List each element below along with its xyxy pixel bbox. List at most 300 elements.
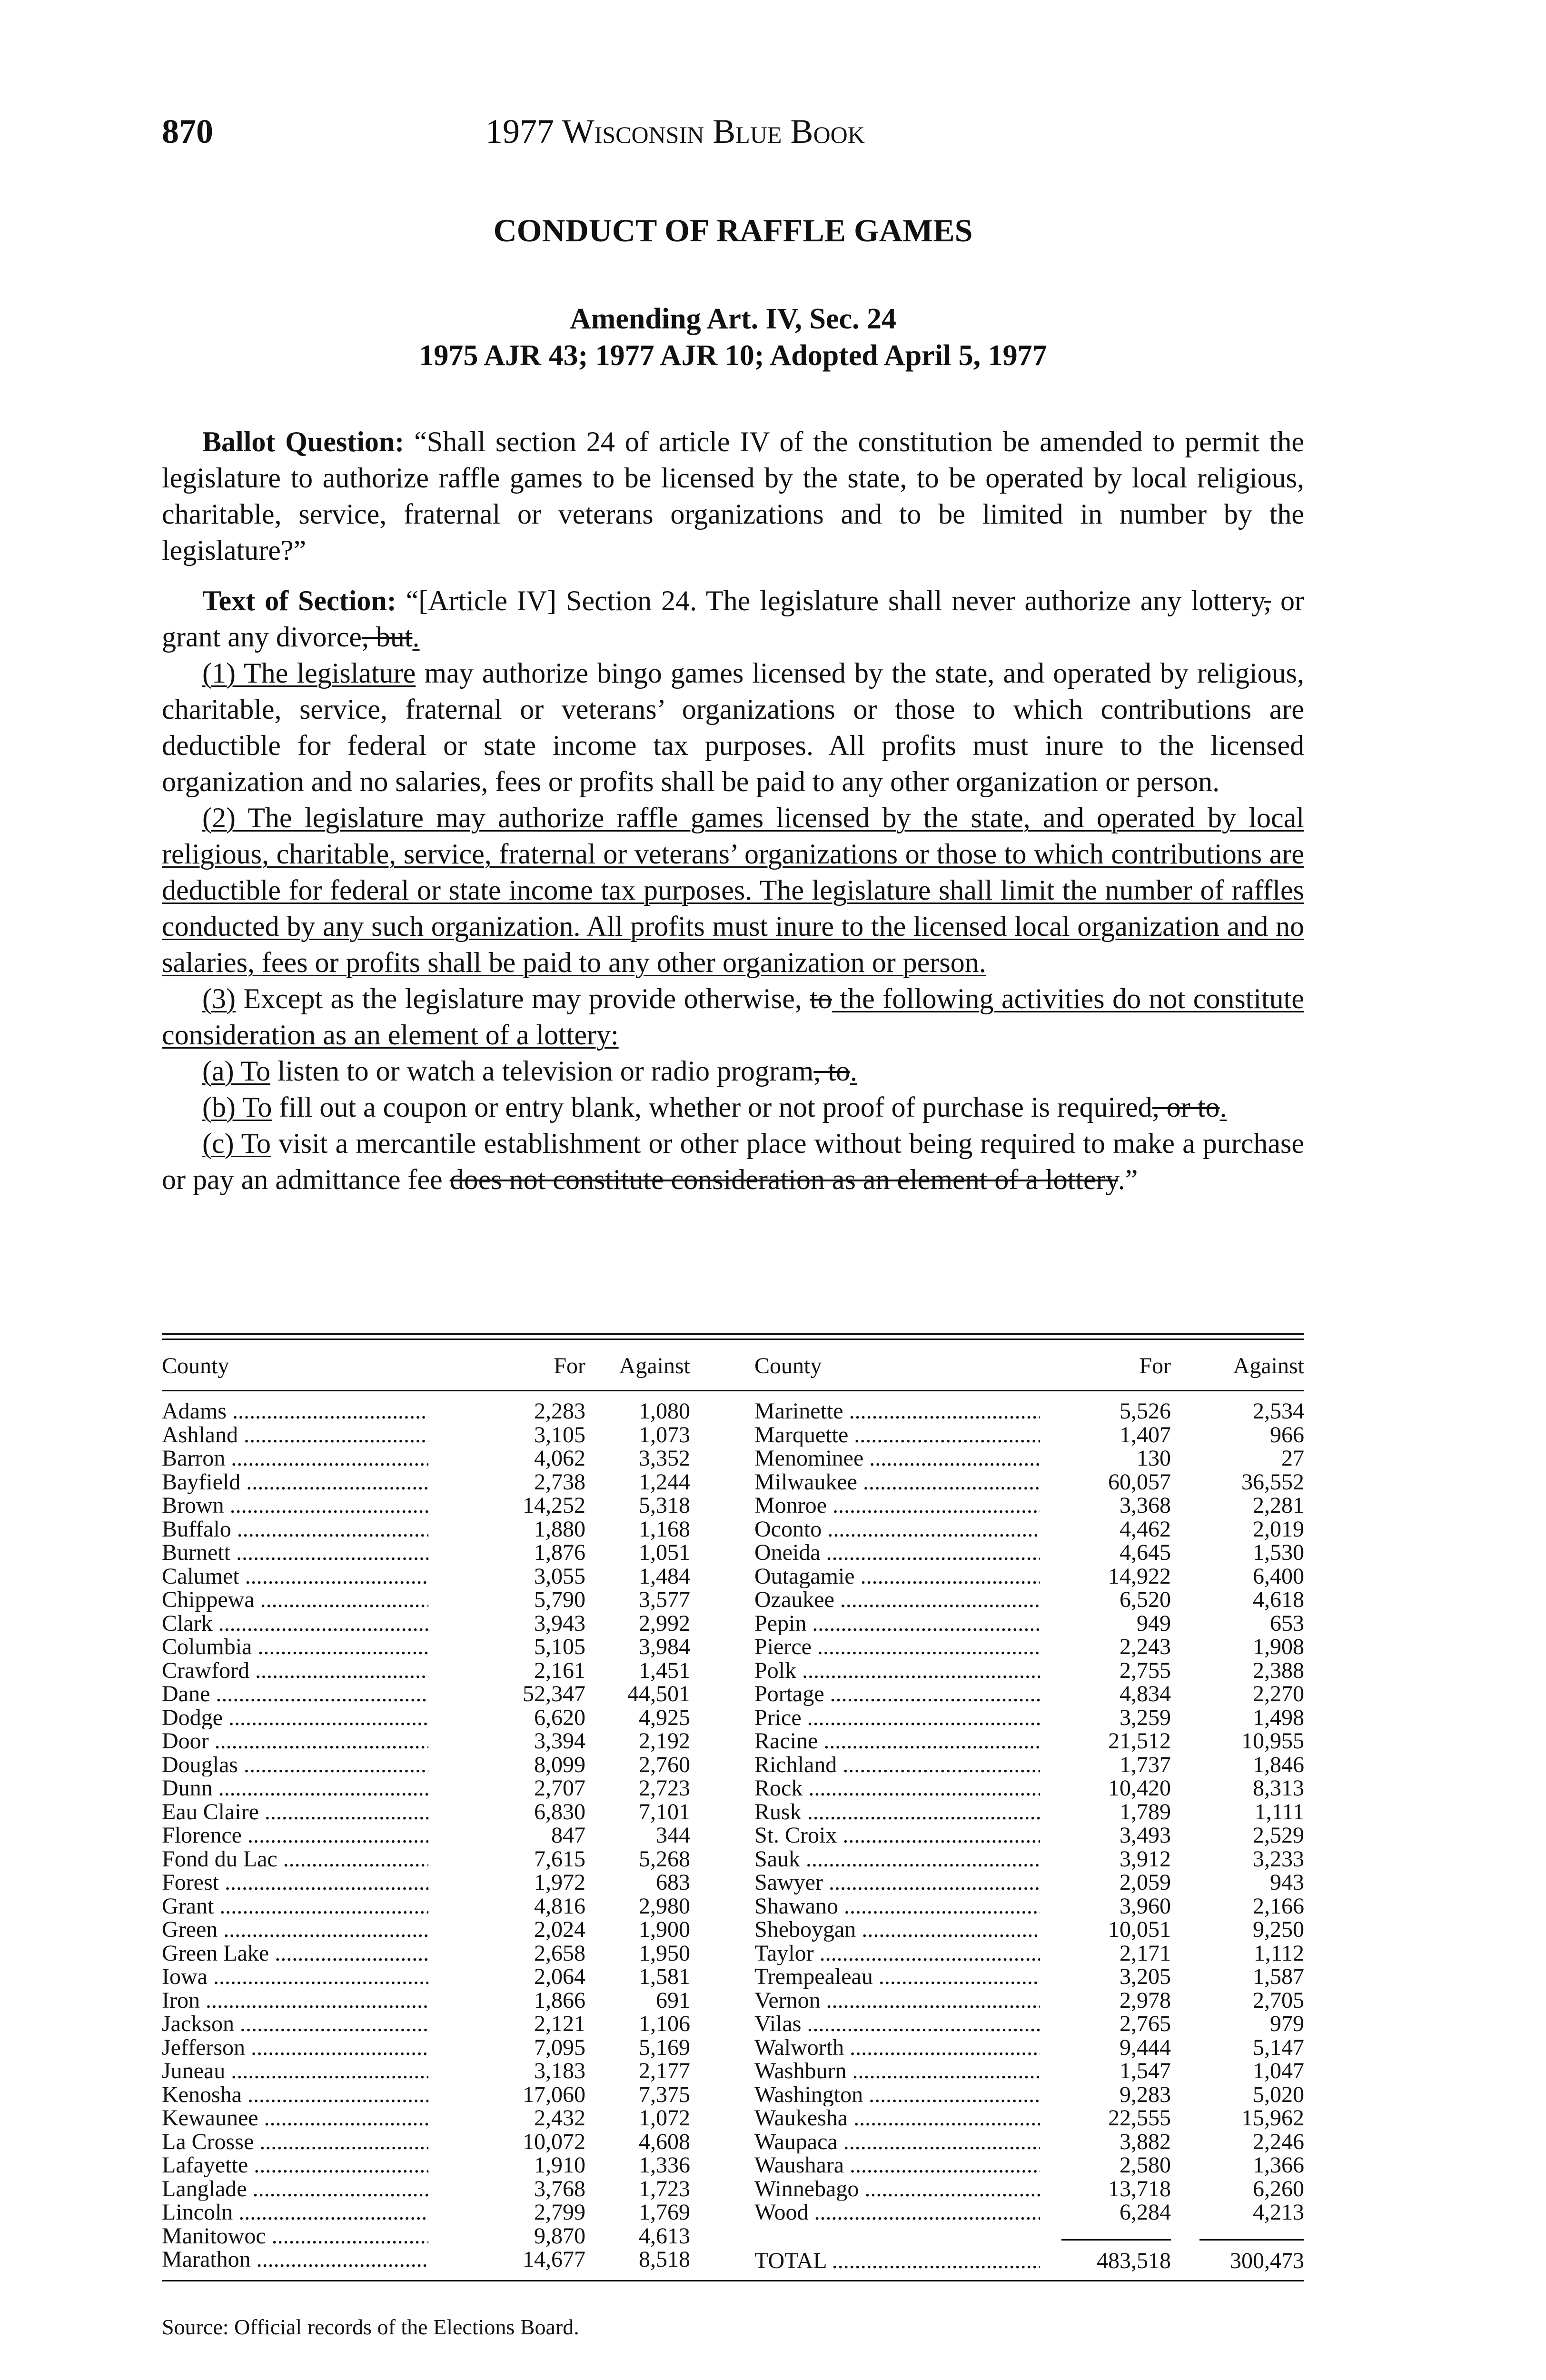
votes-against: 1,106 — [639, 2011, 690, 2036]
county-name: Langlade ..... — [162, 2177, 428, 2201]
votes-for: 2,024 — [534, 1917, 585, 1942]
table-row — [162, 2153, 1304, 2177]
column-header-against: Against — [619, 1353, 690, 1378]
county-name: Buffalo ..... — [162, 1517, 428, 1541]
struck-text: does not constitute consideration as an element of a lottery — [449, 1164, 1118, 1195]
right-column — [162, 1399, 1304, 2224]
votes-for: 10,072 — [523, 2129, 585, 2154]
county-name: Ozaukee ..... — [754, 1588, 1040, 1612]
subsection-1-text: may authorize bingo games licensed by the state, and operated by religious, charitable, service, fraternal or veterans’ organizations or those to which contributions are deductible for federal or state income tax purposes. All profits must inure to the licensed organization and no salaries, fees or profits shall be paid to any other organization or person. — [162, 657, 1304, 797]
county-name: Waukesha ..... — [754, 2106, 1040, 2130]
ballot-question-label: Ballot Question: — [202, 426, 405, 457]
votes-against: 8,518 — [639, 2247, 690, 2272]
total-rule-against — [1199, 2239, 1304, 2241]
county-name: Dane ..... — [162, 1682, 428, 1706]
votes-for: 1,866 — [534, 1987, 585, 2013]
votes-against: 27 — [1281, 1446, 1304, 1471]
votes-for: 3,882 — [1120, 2129, 1171, 2154]
table-row — [162, 1494, 1304, 1517]
county-name: Jackson ..... — [162, 2012, 428, 2036]
votes-against: 1,908 — [1253, 1634, 1304, 1659]
county-name: Washington ..... — [754, 2083, 1040, 2107]
table-row — [162, 1659, 1304, 1683]
county-name: Grant ..... — [162, 1894, 428, 1918]
county-name: Sheboygan ..... — [754, 1918, 1040, 1942]
votes-for: 2,121 — [534, 2011, 585, 2036]
county-name: Calumet ..... — [162, 1565, 428, 1588]
votes-for: 3,768 — [534, 2176, 585, 2202]
votes-for: 3,368 — [1120, 1493, 1171, 1518]
votes-for: 6,830 — [534, 1799, 585, 1825]
votes-for: 3,205 — [1120, 1964, 1171, 1989]
votes-against: 1,846 — [1253, 1752, 1304, 1777]
section-intro-cont: or grant any divorce — [162, 585, 1305, 653]
county-name: Bayfield ..... — [162, 1470, 428, 1494]
votes-against: 1,072 — [639, 2105, 690, 2131]
closing-quote: .” — [1118, 1164, 1138, 1195]
total-rule-for — [1061, 2239, 1171, 2241]
county-name: Oneida ..... — [754, 1541, 1040, 1565]
votes-for: 1,972 — [534, 1870, 585, 1895]
adoption-subtitle: 1975 AJR 43; 1977 AJR 10; Adopted April 5, 1977 — [419, 339, 1047, 372]
votes-for: 1,407 — [1120, 1422, 1171, 1448]
struck-text: to — [810, 983, 832, 1014]
inserted-text: (a) To — [202, 1055, 270, 1087]
table-row — [162, 1682, 1304, 1706]
votes-for: 10,420 — [1108, 1775, 1171, 1801]
votes-against: 1,168 — [639, 1516, 690, 1542]
votes-for: 5,105 — [534, 1634, 585, 1659]
table-row — [162, 1871, 1304, 1894]
county-name: Outagamie ..... — [754, 1565, 1040, 1588]
county-name: Waushara ..... — [754, 2153, 1040, 2177]
county-name: Taylor ..... — [754, 1942, 1040, 1965]
votes-against: 1,111 — [1254, 1799, 1304, 1825]
votes-against: 7,375 — [639, 2082, 690, 2107]
table-row — [162, 2177, 1304, 2201]
votes-against: 4,925 — [639, 1705, 690, 1730]
votes-for: 1,910 — [534, 2152, 585, 2178]
votes-against: 1,073 — [639, 1422, 690, 1448]
county-name: Menominee ..... — [754, 1447, 1040, 1470]
county-name: Dodge ..... — [162, 1706, 428, 1730]
votes-against: 36,552 — [1241, 1469, 1304, 1495]
table-row — [162, 2106, 1304, 2130]
county-name: Juneau ..... — [162, 2059, 428, 2083]
table-row — [162, 1588, 1304, 1612]
votes-against: 1,366 — [1253, 2152, 1304, 2178]
votes-for: 5,526 — [1120, 1398, 1171, 1424]
inserted-text: . — [1219, 1091, 1227, 1123]
county-name: Portage ..... — [754, 1682, 1040, 1706]
votes-for: 10,051 — [1108, 1917, 1171, 1942]
running-head: 1977 Wisconsin Blue Book — [486, 112, 865, 150]
votes-for: 1,876 — [534, 1540, 585, 1565]
table-row — [162, 2012, 1304, 2036]
table-row — [162, 2083, 1304, 2107]
votes-against: 1,900 — [639, 1917, 690, 1942]
votes-for: 2,978 — [1120, 1987, 1171, 2013]
table-top-rule-thin — [162, 1339, 1304, 1340]
table-row — [162, 2059, 1304, 2083]
votes-for: 1,547 — [1120, 2058, 1171, 2083]
votes-against: 1,244 — [639, 1469, 690, 1495]
county-name: Shawano ..... — [754, 1894, 1040, 1918]
votes-against: 4,213 — [1253, 2200, 1304, 2225]
votes-for: 1,880 — [534, 1516, 585, 1542]
votes-against: 5,169 — [639, 2034, 690, 2060]
votes-against: 344 — [656, 1823, 690, 1848]
column-header-for: For — [554, 1353, 585, 1378]
total-label: TOTAL ..... — [754, 2249, 1040, 2273]
county-name: Racine ..... — [754, 1729, 1040, 1753]
county-name: Polk ..... — [754, 1659, 1040, 1683]
table-row — [162, 1824, 1304, 1847]
votes-against: 653 — [1270, 1610, 1304, 1636]
votes-for: 2,064 — [534, 1964, 585, 1989]
text-of-section-label: Text of Section: — [202, 585, 396, 616]
votes-for: 2,059 — [1120, 1870, 1171, 1895]
votes-against: 15,962 — [1241, 2105, 1304, 2131]
table-row — [162, 1847, 1304, 1871]
county-name: Pepin ..... — [754, 1612, 1040, 1636]
county-name: Crawford ..... — [162, 1659, 428, 1683]
table-row — [162, 1965, 1304, 1989]
votes-for: 2,738 — [534, 1469, 585, 1495]
votes-against: 2,192 — [639, 1728, 690, 1754]
votes-against: 3,984 — [639, 1634, 690, 1659]
inserted-text: . — [850, 1055, 857, 1087]
paragraph-b-text: fill out a coupon or entry blank, whether or not proof of purchase is required — [272, 1091, 1152, 1123]
paragraph-c-text: visit a mercantile establishment or other place without being required to make a purchase or pay an admittance fee — [162, 1128, 1304, 1195]
votes-for: 2,658 — [534, 1940, 585, 1966]
table-row — [162, 1541, 1304, 1565]
votes-for: 130 — [1137, 1446, 1171, 1471]
votes-against: 1,112 — [1253, 1940, 1304, 1966]
county-name: Marquette ..... — [754, 1423, 1040, 1447]
table-row — [162, 2036, 1304, 2060]
county-name: Florence ..... — [162, 1824, 428, 1847]
county-name: Oconto ..... — [754, 1517, 1040, 1541]
votes-for: 6,284 — [1120, 2200, 1171, 2225]
county-name: Sawyer ..... — [754, 1871, 1040, 1894]
county-name: Fond du Lac ..... — [162, 1847, 428, 1871]
votes-against: 2,529 — [1253, 1823, 1304, 1848]
votes-for: 9,870 — [534, 2223, 585, 2249]
votes-for: 4,816 — [534, 1893, 585, 1919]
votes-against: 1,769 — [639, 2200, 690, 2225]
county-name: Clark ..... — [162, 1612, 428, 1636]
votes-for: 5,790 — [534, 1587, 585, 1612]
inserted-text: (3) — [202, 983, 236, 1014]
table-row — [162, 1612, 1304, 1636]
votes-for: 4,062 — [534, 1446, 585, 1471]
paragraph-b — [162, 1089, 1304, 1125]
votes-for: 2,161 — [534, 1657, 585, 1683]
table-row — [162, 1989, 1304, 2013]
county-name: Lincoln ..... — [162, 2201, 428, 2224]
county-name: Rock ..... — [754, 1776, 1040, 1800]
votes-against: 691 — [656, 1987, 690, 2013]
subsection-3-text: Except as the legislature may provide otherwise, — [235, 983, 810, 1014]
table-top-rule — [162, 1333, 1304, 1335]
votes-against: 1,950 — [639, 1940, 690, 1966]
struck-text: , to — [813, 1055, 850, 1087]
votes-for: 52,347 — [523, 1681, 585, 1706]
votes-against: 3,233 — [1253, 1846, 1304, 1872]
votes-for: 2,243 — [1120, 1634, 1171, 1659]
votes-for: 3,105 — [534, 1422, 585, 1448]
votes-for: 3,960 — [1120, 1893, 1171, 1919]
struck-text: , — [1264, 585, 1271, 616]
county-name: Iron ..... — [162, 1989, 428, 2013]
votes-against: 6,260 — [1253, 2176, 1304, 2202]
subsection-2 — [162, 800, 1304, 981]
county-name: Washburn ..... — [754, 2059, 1040, 2083]
votes-against: 4,608 — [639, 2129, 690, 2154]
votes-against: 2,705 — [1253, 1987, 1304, 2013]
struck-text: , or to — [1152, 1091, 1220, 1123]
table-bottom-rule — [162, 2280, 1304, 2281]
votes-against: 1,451 — [639, 1657, 690, 1683]
votes-for: 4,645 — [1120, 1540, 1171, 1565]
votes-against: 4,613 — [639, 2223, 690, 2249]
votes-for: 9,283 — [1120, 2082, 1171, 2107]
paragraph-c — [162, 1125, 1304, 1198]
column-header-against: Against — [1233, 1353, 1304, 1378]
votes-against: 1,484 — [639, 1563, 690, 1589]
section-title: CONDUCT OF RAFFLE GAMES — [493, 212, 973, 248]
county-name: Trempealeau ..... — [754, 1965, 1040, 1989]
votes-against: 1,723 — [639, 2176, 690, 2202]
table-row — [162, 1800, 1304, 1824]
page-number: 870 — [162, 112, 213, 150]
inserted-text: . — [412, 621, 420, 653]
votes-against: 2,534 — [1253, 1398, 1304, 1424]
votes-for: 3,493 — [1120, 1823, 1171, 1848]
amendment-subtitle: Amending Art. IV, Sec. 24 — [569, 303, 897, 335]
votes-for: 17,060 — [523, 2082, 585, 2107]
votes-for: 2,707 — [534, 1775, 585, 1801]
votes-against: 44,501 — [627, 1681, 690, 1706]
votes-for: 2,580 — [1120, 2152, 1171, 2178]
table-body — [162, 1399, 1304, 2271]
county-name: Green Lake ..... — [162, 1942, 428, 1965]
votes-against: 2,760 — [639, 1752, 690, 1777]
votes-for: 21,512 — [1108, 1728, 1171, 1754]
county-name: Burnett ..... — [162, 1541, 428, 1565]
column-header-county: County — [754, 1353, 822, 1378]
county-name: La Crosse ..... — [162, 2130, 428, 2154]
county-name: Wood ..... — [754, 2201, 1040, 2224]
votes-for: 2,765 — [1120, 2011, 1171, 2036]
votes-against: 9,250 — [1253, 1917, 1304, 1942]
votes-against: 1,336 — [639, 2152, 690, 2178]
votes-for: 4,462 — [1120, 1516, 1171, 1542]
subsection-1 — [162, 655, 1304, 800]
votes-for: 6,620 — [534, 1705, 585, 1730]
votes-against: 1,051 — [639, 1540, 690, 1565]
inserted-text: (b) To — [202, 1091, 272, 1123]
county-name: Marinette ..... — [754, 1399, 1040, 1423]
header-rule — [162, 1390, 1304, 1391]
votes-against: 5,268 — [639, 1846, 690, 1872]
county-name: Price ..... — [754, 1706, 1040, 1730]
amendment-text — [162, 424, 1304, 1198]
votes-against: 5,020 — [1253, 2082, 1304, 2107]
votes-against: 3,577 — [639, 1587, 690, 1612]
votes-against: 2,246 — [1253, 2129, 1304, 2154]
county-name: Kenosha ..... — [162, 2083, 428, 2107]
table-row — [162, 2224, 1304, 2248]
votes-against: 10,955 — [1241, 1728, 1304, 1754]
votes-against: 683 — [656, 1870, 690, 1895]
text-of-section — [162, 583, 1304, 655]
table-row — [162, 1565, 1304, 1588]
votes-against: 7,101 — [639, 1799, 690, 1825]
inserted-text: (2) The legislature may authorize raffle games licensed by the state, and operated by local religious, charitable, service, fraternal or veterans’ organizations or those to which contributions are deductible for federal or state income tax purposes. The legislature shall limit the number of raffles conducted by any such organization. All profits must inure to the licensed local organization and no salaries, fees or profits shall be paid to any other organization or person. — [162, 802, 1304, 978]
county-name: Richland ..... — [754, 1753, 1040, 1777]
votes-against: 2,980 — [639, 1893, 690, 1919]
county-name: Manitowoc ..... — [162, 2224, 428, 2248]
votes-for: 2,755 — [1120, 1657, 1171, 1683]
votes-for: 13,718 — [1108, 2176, 1171, 2202]
paragraph-a — [162, 1053, 1304, 1089]
county-name: Columbia ..... — [162, 1635, 428, 1659]
county-name: Ashland ..... — [162, 1423, 428, 1447]
county-name: Chippewa ..... — [162, 1588, 428, 1612]
inserted-text: (c) To — [202, 1128, 271, 1159]
column-header-county: County — [162, 1353, 229, 1378]
subsection-3 — [162, 981, 1304, 1053]
county-name: Kewaunee ..... — [162, 2106, 428, 2130]
votes-for: 8,099 — [534, 1752, 585, 1777]
votes-for: 22,555 — [1108, 2105, 1171, 2131]
votes-against: 5,318 — [639, 1493, 690, 1518]
county-name: Monroe ..... — [754, 1494, 1040, 1517]
votes-against: 2,019 — [1253, 1516, 1304, 1542]
county-name: Sauk ..... — [754, 1847, 1040, 1871]
votes-for: 949 — [1137, 1610, 1171, 1636]
votes-against: 2,388 — [1253, 1657, 1304, 1683]
votes-against: 2,281 — [1253, 1493, 1304, 1518]
county-name: Pierce ..... — [754, 1635, 1040, 1659]
table-row — [162, 1894, 1304, 1918]
votes-against: 1,080 — [639, 1398, 690, 1424]
votes-against: 2,723 — [639, 1775, 690, 1801]
votes-for: 3,912 — [1120, 1846, 1171, 1872]
votes-against: 4,618 — [1253, 1587, 1304, 1612]
county-name: Eau Claire ..... — [162, 1800, 428, 1824]
votes-for: 3,943 — [534, 1610, 585, 1636]
votes-against: 1,498 — [1253, 1705, 1304, 1730]
county-name: Green ..... — [162, 1918, 428, 1942]
votes-for: 3,259 — [1120, 1705, 1171, 1730]
votes-for: 2,171 — [1120, 1940, 1171, 1966]
county-name: Vernon ..... — [754, 1989, 1040, 2013]
table-row — [162, 1776, 1304, 1800]
county-name: Walworth ..... — [754, 2036, 1040, 2060]
votes-for: 2,283 — [534, 1398, 585, 1424]
votes-for: 2,432 — [534, 2105, 585, 2131]
votes-for: 7,615 — [534, 1846, 585, 1872]
page-header — [162, 112, 1304, 159]
county-name: Barron ..... — [162, 1447, 428, 1470]
county-name: St. Croix ..... — [754, 1824, 1040, 1847]
votes-against: 1,047 — [1253, 2058, 1304, 2083]
votes-for: 60,057 — [1108, 1469, 1171, 1495]
votes-against: 5,147 — [1253, 2034, 1304, 2060]
votes-against: 6,400 — [1253, 1563, 1304, 1589]
table-row — [162, 1470, 1304, 1494]
table-row — [162, 1918, 1304, 1942]
county-name: Rusk ..... — [754, 1800, 1040, 1824]
votes-for: 14,677 — [523, 2247, 585, 2272]
table-row — [162, 1399, 1304, 1423]
county-name: Marathon ..... — [162, 2248, 428, 2271]
column-header-for: For — [1139, 1353, 1171, 1378]
votes-for: 2,799 — [534, 2200, 585, 2225]
votes-for: 3,183 — [534, 2058, 585, 2083]
votes-against: 979 — [1270, 2011, 1304, 2036]
votes-for: 9,444 — [1120, 2034, 1171, 2060]
table-row — [162, 1729, 1304, 1753]
table-row — [162, 2130, 1304, 2154]
county-name: Waupaca ..... — [754, 2130, 1040, 2154]
county-name: Door ..... — [162, 1729, 428, 1753]
table-row — [162, 1517, 1304, 1541]
source-note: Source: Official records of the Elections Board. — [162, 2315, 579, 2339]
votes-against: 2,166 — [1253, 1893, 1304, 1919]
inserted-text: (1) The legislature — [202, 657, 416, 689]
votes-against: 2,177 — [639, 2058, 690, 2083]
table-row — [162, 1753, 1304, 1777]
votes-for: 7,095 — [534, 2034, 585, 2060]
table-row — [162, 1447, 1304, 1470]
county-name: Douglas ..... — [162, 1753, 428, 1777]
total-row — [162, 2249, 1304, 2273]
county-name: Vilas ..... — [754, 2012, 1040, 2036]
votes-against: 8,313 — [1253, 1775, 1304, 1801]
votes-for: 1,789 — [1120, 1799, 1171, 1825]
county-name: Adams ..... — [162, 1399, 428, 1423]
table-row — [162, 1423, 1304, 1447]
struck-text: , but — [361, 621, 413, 653]
votes-against: 1,581 — [639, 1964, 690, 1989]
county-name: Forest ..... — [162, 1871, 428, 1894]
county-name: Winnebago ..... — [754, 2177, 1040, 2201]
paragraph-a-text: listen to or watch a television or radio program — [270, 1055, 814, 1087]
votes-for: 14,922 — [1108, 1563, 1171, 1589]
votes-for: 847 — [551, 1823, 585, 1848]
votes-against: 1,587 — [1253, 1964, 1304, 1989]
county-name: Jefferson ..... — [162, 2036, 428, 2060]
total-against: 300,473 — [1230, 2248, 1304, 2273]
county-name: Lafayette ..... — [162, 2153, 428, 2177]
section-intro: “[Article IV] Section 24. The legislature shall never authorize any lottery — [406, 585, 1264, 616]
table-row — [162, 1942, 1304, 1965]
inserted-text: the following activities do not constitute consideration as an element of a lottery: — [162, 983, 1304, 1051]
total-for: 483,518 — [1097, 2248, 1171, 2273]
votes-against: 3,352 — [639, 1446, 690, 1471]
table-row — [162, 2201, 1304, 2224]
ballot-question — [162, 424, 1304, 568]
votes-for: 14,252 — [523, 1493, 585, 1518]
votes-for: 1,737 — [1120, 1752, 1171, 1777]
votes-for: 3,055 — [534, 1563, 585, 1589]
table-row — [162, 1706, 1304, 1730]
votes-against: 2,992 — [639, 1610, 690, 1636]
